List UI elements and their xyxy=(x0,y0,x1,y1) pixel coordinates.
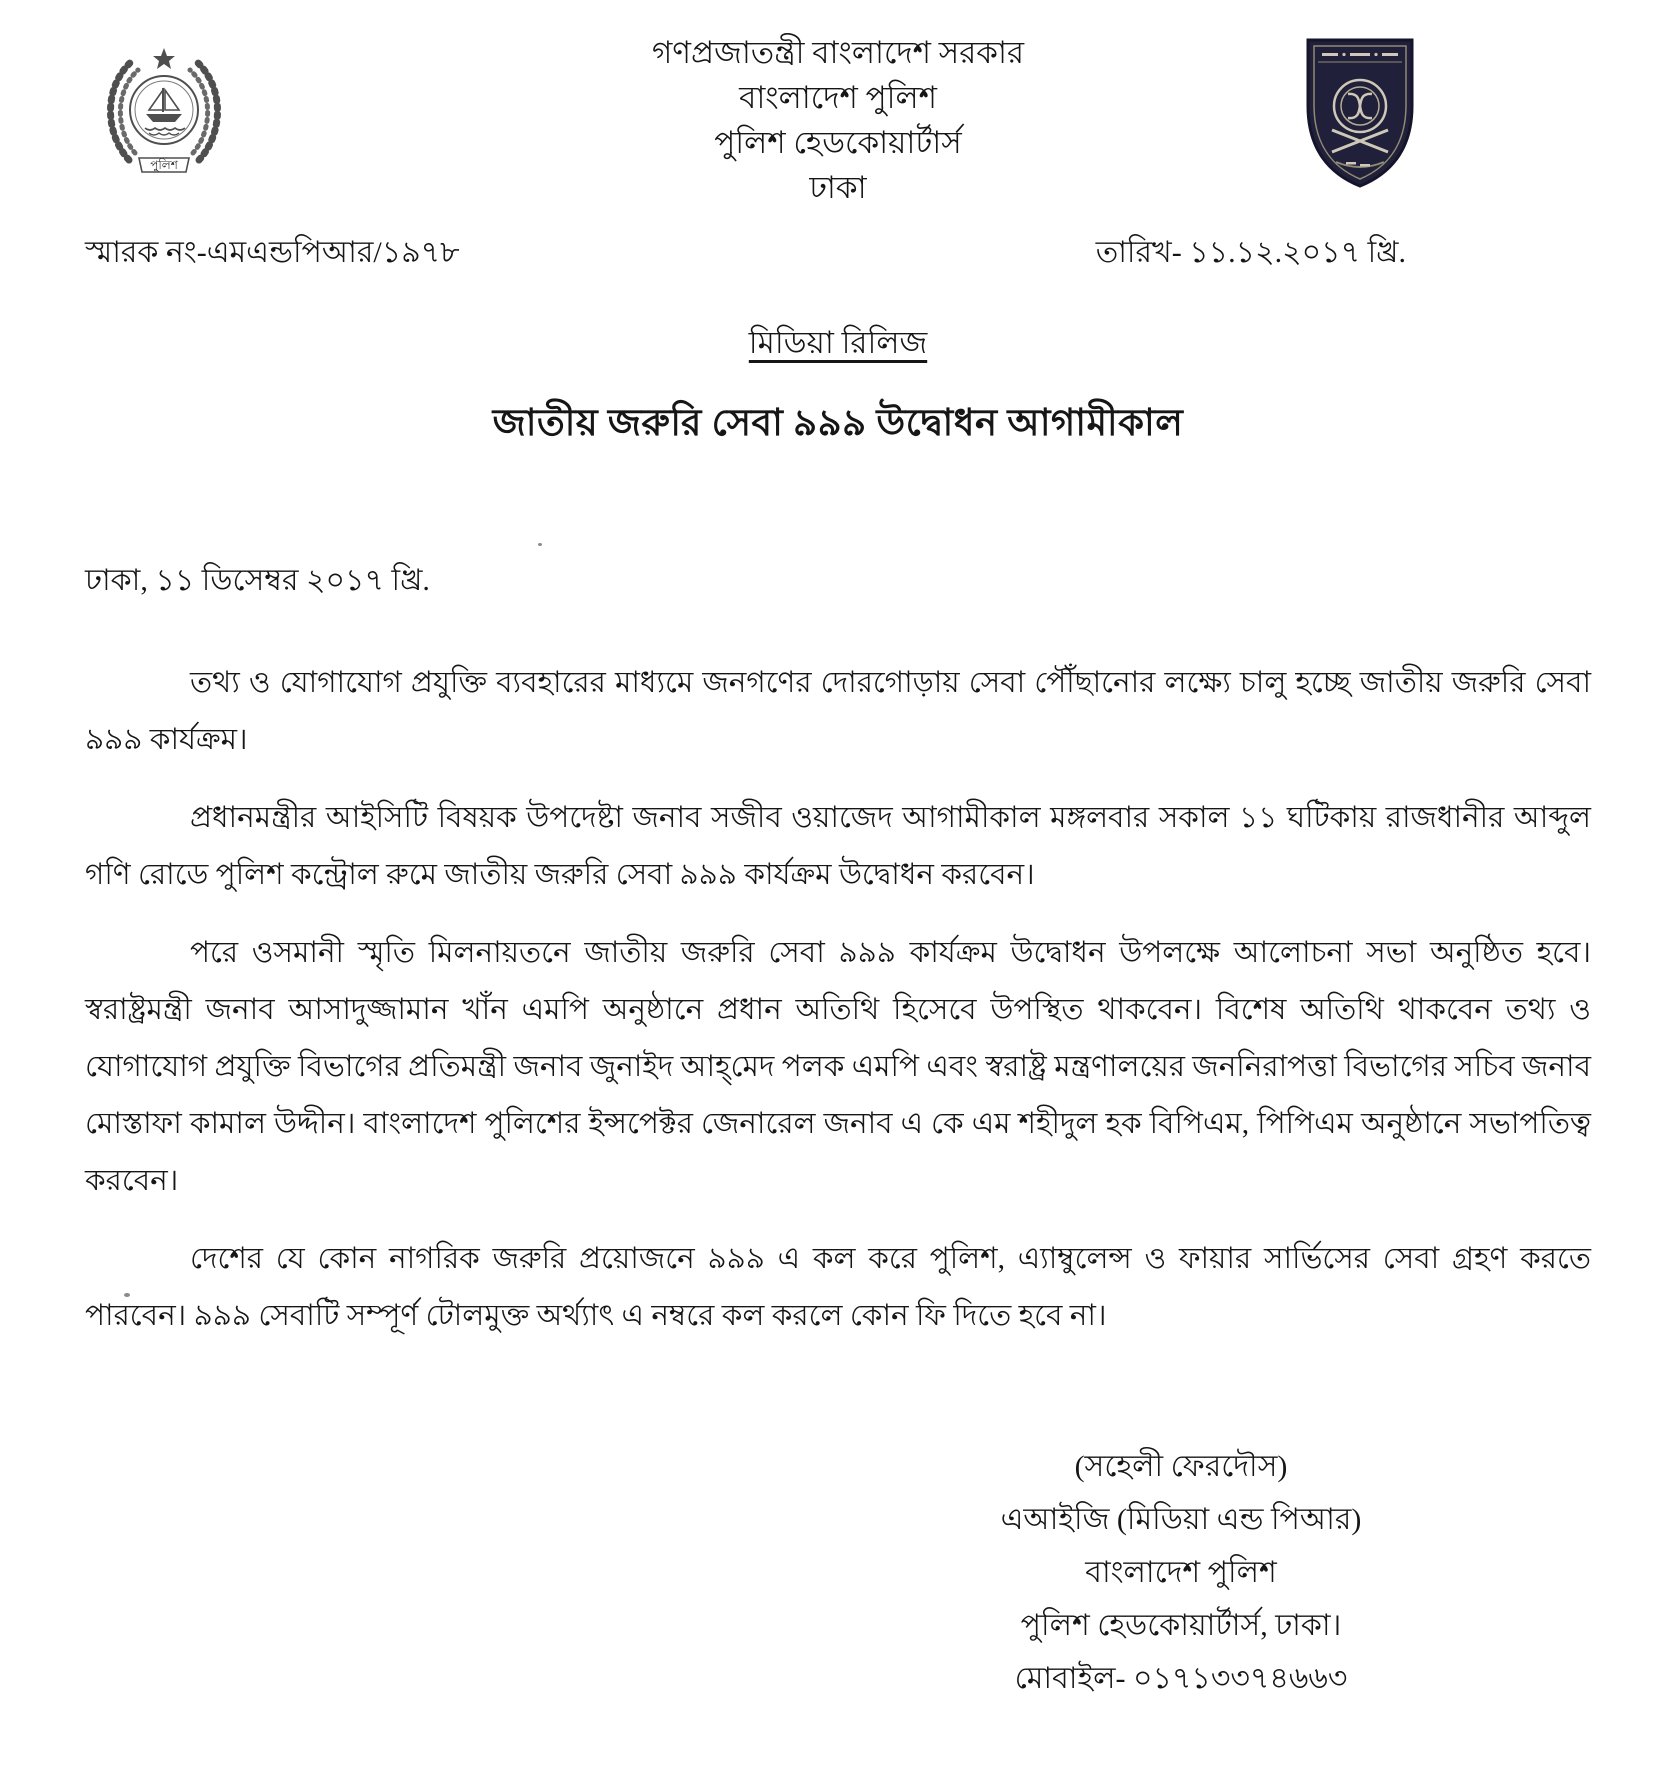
dateline: ঢাকা, ১১ ডিসেম্বর ২০১৭ খ্রি. xyxy=(85,564,430,597)
shield-crest-icon xyxy=(1302,34,1418,192)
memo-date: তারিখ- ১১.১২.২০১৭ খ্রি. xyxy=(1095,236,1406,269)
paragraphs xyxy=(85,655,1591,1345)
signatory-mobile: মোবাইল- ০১৭১৩৩৭৪৬৬৩ xyxy=(1014,1662,1348,1695)
police-emblem-banner-text: পুলিশ xyxy=(150,158,178,172)
letterhead xyxy=(0,0,1676,210)
memo-number: স্মারক নং-এমএন্ডপিআর/১৯৭৮ xyxy=(85,236,460,269)
release-type-line xyxy=(85,319,1591,371)
letterhead-org-line: বাংলাদেশ পুলিশ xyxy=(739,80,937,115)
paragraph-4: দেশের যে কোন নাগরিক জরুরি প্রয়োজনে ৯৯৯ এ কল করে পুলিশ, এ্যাম্বুলেন্স ও ফায়ার সার্ভিসের সেবা গ্রহণ করতে পারবেন। ৯৯৯ সেবাটি সম্পূর্ণ টোলমুক্ত অর্থ্যাৎ এ নম্বরে কল করলে কোন ফি দিতে হবে না। xyxy=(85,1243,1591,1332)
letterhead-office-line: পুলিশ হেডকোয়ার্টার্স xyxy=(714,125,962,160)
document-body xyxy=(0,228,1676,1705)
paragraph-2: প্রধানমন্ত্রীর আইসিটি বিষয়ক উপদেষ্টা জনাব সজীব ওয়াজেদ আগামীকাল মঙ্গলবার সকাল ১১ ঘটিকায় রাজধানীর আব্দুল গণি রোডে পুলিশ কন্ট্রোল রুমে জাতীয় জরুরি সেবা ৯৯৯ কার্যক্রম উদ্বোধন করবেন। xyxy=(85,802,1591,891)
signature-block xyxy=(941,1440,1421,1705)
signatory-org: বাংলাদেশ পুলিশ xyxy=(1085,1556,1277,1589)
paragraph-1: তথ্য ও যোগাযোগ প্রযুক্তি ব্যবহারের মাধ্যমে জনগণের দোরগোড়ায় সেবা পৌঁছানোর লক্ষ্যে চালু হচ্ছে জাতীয় জরুরি সেবা ৯৯৯ কার্যক্রম। xyxy=(85,667,1591,756)
scan-speck xyxy=(124,1293,130,1297)
paragraph-3: পরে ওসমানী স্মৃতি মিলনায়তনে জাতীয় জরুরি সেবা ৯৯৯ কার্যক্রম উদ্বোধন উপলক্ষে আলোচনা সভা অনুষ্ঠিত হবে। স্বরাষ্ট্রমন্ত্রী জনাব আসাদুজ্জামান খাঁন এমপি অনুষ্ঠানে প্রধান অতিথি হিসেবে উপস্থিত থাকবেন। বিশেষ অতিথি থাকবেন তথ্য ও যোগাযোগ প্রযুক্তি বিভাগের প্রতিমন্ত্রী জনাব জুনাইদ আহ্‌মেদ পলক এমপি এবং স্বরাষ্ট্র মন্ত্রণালয়ের জননিরাপত্তা বিভাগের সচিব জনাব মোস্তাফা কামাল উদ্দীন। বাংলাদেশ পুলিশের ইন্সপেক্টর জেনারেল জনাব এ কে এম শহীদুল হক বিপিএম, পিপিএম অনুষ্ঠানে সভাপতিত্ব করবেন। xyxy=(85,937,1591,1197)
bangladesh-police-emblem-icon xyxy=(93,40,235,182)
letterhead-government-line: গণপ্রজাতন্ত্রী বাংলাদেশ সরকার xyxy=(651,35,1025,70)
letterhead-city-line: ঢাকা xyxy=(809,170,867,205)
signatory-designation: এআইজি (মিডিয়া এন্ড পিআর) xyxy=(1000,1503,1362,1536)
police-wreath-boat-icon xyxy=(93,40,235,182)
document-title: জাতীয় জরুরি সেবা ৯৯৯ উদ্বোধন আগামীকাল xyxy=(492,403,1184,444)
police-headquarters-crest-icon xyxy=(1302,34,1418,192)
scan-speck xyxy=(538,543,542,546)
signatory-name: (সহেলী ফেরদৌস) xyxy=(1074,1450,1288,1483)
release-type-label: মিডিয়া রিলিজ xyxy=(748,325,928,360)
memo-row xyxy=(85,228,1591,279)
signatory-office: পুলিশ হেডকোয়ার্টার্স, ঢাকা। xyxy=(1020,1609,1342,1642)
